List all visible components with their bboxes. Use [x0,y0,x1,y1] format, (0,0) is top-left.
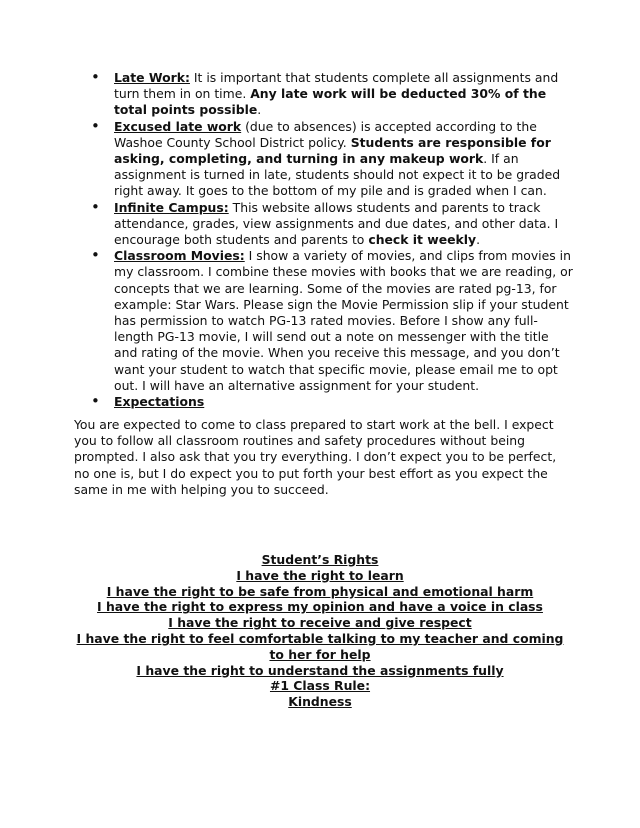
class-rule: Kindness [288,694,352,710]
policy-item [84,119,574,200]
policy-title: Classroom Movies: [114,248,245,264]
right-item: I have the right to express my opinion and have a voice in class [97,599,543,615]
policy-title: Expectations [114,394,205,410]
policy-text: (due to absences) is accepted according to the Washoe County School District policy. [114,118,537,150]
right-item: I have the right to receive and give respect [168,615,472,631]
policy-item [84,70,574,119]
right-item: I have the right to feel comfortable talking to my teacher and coming to her for help [76,630,564,662]
right-item: I have the right to understand the assignments fully [136,662,504,678]
right-item: I have the right to be safe from physical and emotional harm [106,583,534,599]
policy-emphasis: Students are responsible for asking, completing, and turning in any makeup work [114,134,551,167]
rights-heading: Student’s Rights [261,552,379,567]
class-rule-heading: #1 Class Rule: [269,678,371,694]
policy-text: . [257,102,262,118]
policy-emphasis: Any late work will be deducted 30% of the total points possible [114,86,547,118]
policy-list [84,70,574,410]
policy-text: . If an assignment is turned in late, students should not expect it to be graded right away. It goes to the bottom of my pile and is graded when I can. [114,151,561,199]
policy-text: I show a variety of movies, and clips from movies in my classroom. I combine these movies with books that we are reading, or concepts that we are learning. Some of the movies are rated pg-13, for example: Star Wars. Please sign the Movie Permission slip if your student has permission to watch PG-13 rated movies. Before I show any full-length PG-13 movie, I will send out a note on messenger with the title and rating of the movie. When you receive this message, and you don’t want your student to watch that specific movie, please email me to opt out. I will have an alternative assignment for your student. [114,248,573,393]
policy-title: Late Work: [114,70,190,85]
policy-text: . [476,232,481,248]
policy-title: Excused late work [114,118,242,134]
expectations-paragraph: You are expected to come to class prepared to start work at the bell. I expect you to follow all classroom routines and safety procedures without being prompted. I also ask that you try everything. I don’t expect you to be perfect, no one is, but I do expect you to put forth your best effort as you expect the same in me with helping you to succeed. [74,417,557,497]
policy-title: Infinite Campus: [114,199,229,215]
students-rights-section [74,552,566,710]
policy-text: This website allows students and parents to track attendance, grades, view assignments and due dates, and other data. I encourage both students and parents to [114,199,559,248]
policy-text: It is important that students complete all assignments and turn them in on time. [114,70,559,102]
policy-item [84,200,574,249]
right-item: I have the right to learn [236,567,404,583]
policy-item [84,248,574,394]
policy-emphasis: check it weekly [368,232,477,248]
policy-item [84,394,574,410]
